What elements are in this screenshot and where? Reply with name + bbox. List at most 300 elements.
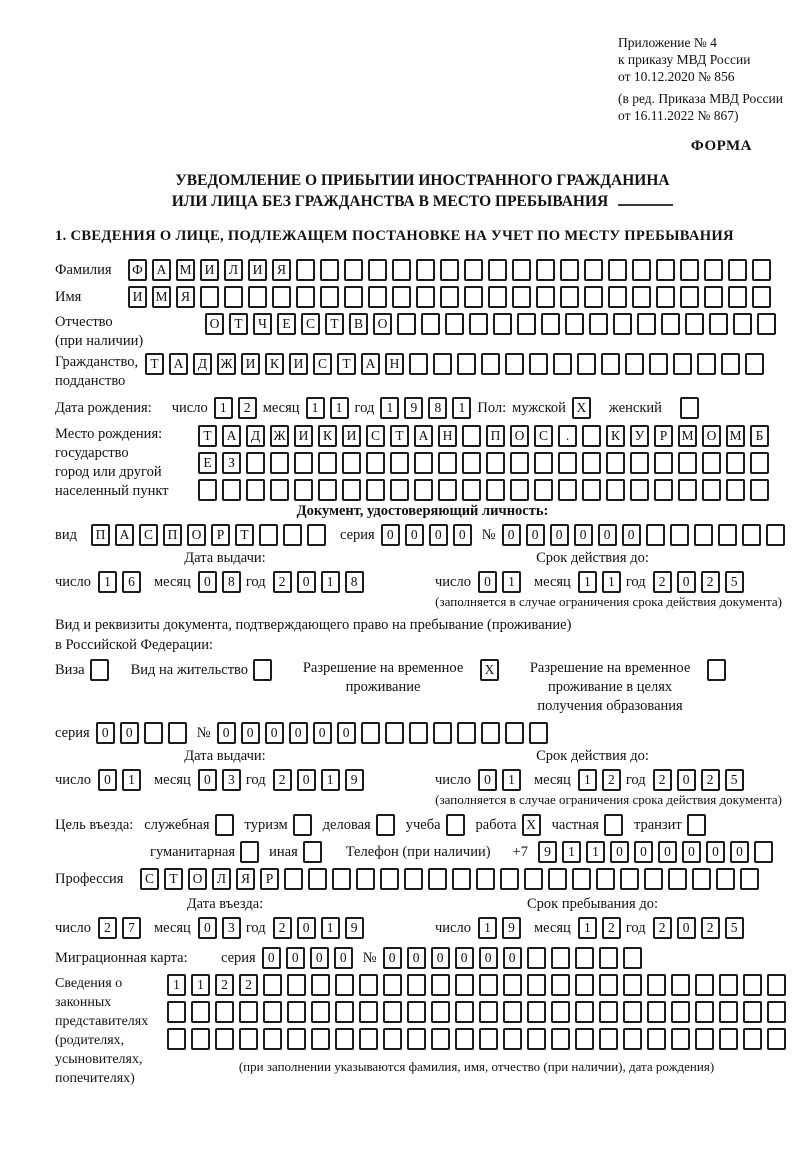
char-cell[interactable] bbox=[407, 974, 426, 996]
char-cell[interactable]: 2 bbox=[701, 571, 720, 593]
char-cell[interactable]: К bbox=[606, 425, 625, 447]
char-cell[interactable] bbox=[259, 524, 278, 546]
char-cell[interactable] bbox=[558, 479, 577, 501]
char-cell[interactable]: 0 bbox=[310, 947, 329, 969]
char-cell[interactable] bbox=[620, 868, 639, 890]
char-cell[interactable]: М bbox=[176, 259, 195, 281]
char-cell[interactable] bbox=[630, 479, 649, 501]
char-cell[interactable] bbox=[606, 452, 625, 474]
char-cell[interactable] bbox=[452, 868, 471, 890]
char-cell[interactable] bbox=[469, 313, 488, 335]
char-cell[interactable] bbox=[144, 722, 163, 744]
char-cell[interactable] bbox=[342, 452, 361, 474]
char-cell[interactable]: 1 bbox=[478, 917, 497, 939]
char-cell[interactable]: 0 bbox=[658, 841, 677, 863]
char-cell[interactable]: 1 bbox=[191, 974, 210, 996]
char-cell[interactable] bbox=[527, 974, 546, 996]
char-cell[interactable] bbox=[414, 479, 433, 501]
char-cell[interactable] bbox=[656, 259, 675, 281]
char-cell[interactable] bbox=[462, 425, 481, 447]
char-cell[interactable] bbox=[623, 1028, 642, 1050]
char-cell[interactable]: В bbox=[349, 313, 368, 335]
char-cell[interactable]: П bbox=[91, 524, 110, 546]
char-cell[interactable] bbox=[421, 313, 440, 335]
char-cell[interactable]: 2 bbox=[602, 769, 621, 791]
char-cell[interactable] bbox=[215, 1001, 234, 1023]
char-cell[interactable]: 0 bbox=[334, 947, 353, 969]
char-cell[interactable]: 0 bbox=[677, 571, 696, 593]
char-cell[interactable] bbox=[287, 1001, 306, 1023]
char-cell[interactable] bbox=[654, 452, 673, 474]
char-cell[interactable]: А bbox=[152, 259, 171, 281]
char-cell[interactable] bbox=[335, 974, 354, 996]
char-cell[interactable]: 0 bbox=[431, 947, 450, 969]
char-cell[interactable] bbox=[647, 974, 666, 996]
char-cell[interactable] bbox=[551, 947, 570, 969]
char-cell[interactable] bbox=[752, 286, 771, 308]
char-cell[interactable]: 0 bbox=[297, 917, 316, 939]
char-cell[interactable] bbox=[404, 868, 423, 890]
char-cell[interactable] bbox=[560, 286, 579, 308]
char-cell[interactable] bbox=[553, 353, 572, 375]
char-cell[interactable]: 5 bbox=[725, 769, 744, 791]
char-cell[interactable]: 0 bbox=[297, 571, 316, 593]
char-cell[interactable] bbox=[307, 524, 326, 546]
char-cell[interactable] bbox=[287, 974, 306, 996]
char-cell[interactable] bbox=[428, 868, 447, 890]
char-cell[interactable]: 5 bbox=[725, 917, 744, 939]
char-cell[interactable] bbox=[500, 868, 519, 890]
char-cell[interactable]: И bbox=[200, 259, 219, 281]
char-cell[interactable] bbox=[743, 1001, 762, 1023]
char-cell[interactable] bbox=[529, 353, 548, 375]
char-cell[interactable] bbox=[697, 353, 716, 375]
char-cell[interactable] bbox=[750, 479, 769, 501]
char-cell[interactable] bbox=[320, 259, 339, 281]
char-cell[interactable] bbox=[263, 1001, 282, 1023]
char-cell[interactable] bbox=[692, 868, 711, 890]
char-cell[interactable] bbox=[740, 868, 759, 890]
char-cell[interactable]: Р bbox=[654, 425, 673, 447]
char-cell[interactable] bbox=[719, 974, 738, 996]
char-cell[interactable]: 0 bbox=[634, 841, 653, 863]
char-cell[interactable]: 2 bbox=[273, 769, 292, 791]
char-cell[interactable]: 9 bbox=[538, 841, 557, 863]
char-cell[interactable] bbox=[344, 259, 363, 281]
char-cell[interactable] bbox=[743, 1028, 762, 1050]
char-cell[interactable] bbox=[407, 1028, 426, 1050]
char-cell[interactable] bbox=[599, 1001, 618, 1023]
char-cell[interactable] bbox=[716, 868, 735, 890]
char-cell[interactable] bbox=[527, 947, 546, 969]
char-cell[interactable] bbox=[695, 1001, 714, 1023]
char-cell[interactable] bbox=[719, 1028, 738, 1050]
char-cell[interactable] bbox=[670, 524, 689, 546]
char-cell[interactable]: С bbox=[313, 353, 332, 375]
char-cell[interactable] bbox=[431, 1028, 450, 1050]
char-cell[interactable] bbox=[440, 286, 459, 308]
char-cell[interactable]: 0 bbox=[337, 722, 356, 744]
char-cell[interactable] bbox=[476, 868, 495, 890]
char-cell[interactable] bbox=[558, 452, 577, 474]
char-cell[interactable]: 2 bbox=[273, 917, 292, 939]
char-cell[interactable]: Т bbox=[337, 353, 356, 375]
char-cell[interactable] bbox=[726, 452, 745, 474]
char-cell[interactable] bbox=[661, 313, 680, 335]
char-cell[interactable] bbox=[356, 868, 375, 890]
char-cell[interactable]: Ф bbox=[128, 259, 147, 281]
char-cell[interactable]: Ч bbox=[253, 313, 272, 335]
char-cell[interactable]: 0 bbox=[262, 947, 281, 969]
char-cell[interactable] bbox=[332, 868, 351, 890]
char-cell[interactable] bbox=[224, 286, 243, 308]
char-cell[interactable] bbox=[272, 286, 291, 308]
char-cell[interactable] bbox=[512, 286, 531, 308]
char-cell[interactable]: 3 bbox=[222, 917, 241, 939]
char-cell[interactable] bbox=[366, 452, 385, 474]
char-cell[interactable]: 1 bbox=[502, 571, 521, 593]
char-cell[interactable] bbox=[671, 974, 690, 996]
char-cell[interactable] bbox=[311, 974, 330, 996]
char-cell[interactable] bbox=[455, 974, 474, 996]
char-cell[interactable] bbox=[742, 524, 761, 546]
char-cell[interactable]: Л bbox=[224, 259, 243, 281]
char-cell[interactable]: 9 bbox=[502, 917, 521, 939]
char-cell[interactable]: М bbox=[152, 286, 171, 308]
char-cell[interactable] bbox=[584, 286, 603, 308]
char-cell[interactable] bbox=[695, 1028, 714, 1050]
char-cell[interactable] bbox=[397, 313, 416, 335]
char-cell[interactable] bbox=[572, 868, 591, 890]
char-cell[interactable] bbox=[486, 452, 505, 474]
char-cell[interactable]: 1 bbox=[167, 974, 186, 996]
char-cell[interactable]: О bbox=[702, 425, 721, 447]
char-cell[interactable]: 1 bbox=[452, 397, 471, 419]
char-cell[interactable]: А bbox=[361, 353, 380, 375]
char-cell[interactable]: О bbox=[188, 868, 207, 890]
char-cell[interactable]: А bbox=[222, 425, 241, 447]
char-cell[interactable] bbox=[168, 722, 187, 744]
char-cell[interactable] bbox=[505, 353, 524, 375]
char-cell[interactable]: 1 bbox=[330, 397, 349, 419]
char-cell[interactable] bbox=[757, 313, 776, 335]
char-cell[interactable]: 9 bbox=[404, 397, 423, 419]
char-cell[interactable]: 0 bbox=[313, 722, 332, 744]
char-cell[interactable] bbox=[767, 1028, 786, 1050]
char-cell[interactable] bbox=[673, 353, 692, 375]
char-cell[interactable]: И bbox=[128, 286, 147, 308]
char-cell[interactable] bbox=[534, 452, 553, 474]
char-cell[interactable] bbox=[191, 1028, 210, 1050]
char-cell[interactable] bbox=[481, 722, 500, 744]
char-cell[interactable] bbox=[678, 452, 697, 474]
char-cell[interactable] bbox=[431, 1001, 450, 1023]
char-cell[interactable]: 0 bbox=[526, 524, 545, 546]
char-cell[interactable] bbox=[462, 452, 481, 474]
char-cell[interactable] bbox=[457, 353, 476, 375]
purpose-other-checkbox[interactable] bbox=[303, 841, 322, 863]
char-cell[interactable] bbox=[745, 353, 764, 375]
char-cell[interactable] bbox=[575, 1001, 594, 1023]
char-cell[interactable] bbox=[671, 1028, 690, 1050]
char-cell[interactable] bbox=[608, 259, 627, 281]
char-cell[interactable]: Е bbox=[277, 313, 296, 335]
char-cell[interactable]: 1 bbox=[502, 769, 521, 791]
char-cell[interactable]: С bbox=[366, 425, 385, 447]
char-cell[interactable] bbox=[728, 286, 747, 308]
char-cell[interactable] bbox=[632, 259, 651, 281]
char-cell[interactable]: О bbox=[373, 313, 392, 335]
char-cell[interactable]: 0 bbox=[503, 947, 522, 969]
temp-residence-education-checkbox[interactable] bbox=[707, 659, 726, 681]
char-cell[interactable] bbox=[167, 1001, 186, 1023]
char-cell[interactable]: А bbox=[414, 425, 433, 447]
char-cell[interactable] bbox=[649, 353, 668, 375]
char-cell[interactable] bbox=[390, 452, 409, 474]
char-cell[interactable]: 0 bbox=[453, 524, 472, 546]
char-cell[interactable] bbox=[438, 452, 457, 474]
char-cell[interactable] bbox=[524, 868, 543, 890]
char-cell[interactable]: И bbox=[248, 259, 267, 281]
char-cell[interactable] bbox=[191, 1001, 210, 1023]
char-cell[interactable] bbox=[589, 313, 608, 335]
purpose-work-checkbox[interactable]: X bbox=[522, 814, 541, 836]
char-cell[interactable]: 8 bbox=[222, 571, 241, 593]
char-cell[interactable] bbox=[488, 259, 507, 281]
char-cell[interactable]: 3 bbox=[222, 769, 241, 791]
char-cell[interactable]: 0 bbox=[502, 524, 521, 546]
char-cell[interactable] bbox=[318, 479, 337, 501]
char-cell[interactable] bbox=[479, 974, 498, 996]
char-cell[interactable] bbox=[654, 479, 673, 501]
char-cell[interactable]: 0 bbox=[198, 571, 217, 593]
char-cell[interactable]: 2 bbox=[701, 917, 720, 939]
char-cell[interactable] bbox=[548, 868, 567, 890]
char-cell[interactable] bbox=[702, 479, 721, 501]
char-cell[interactable] bbox=[433, 353, 452, 375]
char-cell[interactable]: 0 bbox=[198, 769, 217, 791]
char-cell[interactable]: 0 bbox=[241, 722, 260, 744]
char-cell[interactable] bbox=[601, 353, 620, 375]
char-cell[interactable]: С bbox=[534, 425, 553, 447]
char-cell[interactable]: Т bbox=[235, 524, 254, 546]
char-cell[interactable] bbox=[320, 286, 339, 308]
char-cell[interactable] bbox=[575, 947, 594, 969]
char-cell[interactable]: Т bbox=[325, 313, 344, 335]
char-cell[interactable]: 1 bbox=[380, 397, 399, 419]
char-cell[interactable]: 0 bbox=[550, 524, 569, 546]
char-cell[interactable] bbox=[623, 947, 642, 969]
purpose-study-checkbox[interactable] bbox=[446, 814, 465, 836]
char-cell[interactable] bbox=[335, 1028, 354, 1050]
char-cell[interactable] bbox=[433, 722, 452, 744]
char-cell[interactable] bbox=[551, 1001, 570, 1023]
char-cell[interactable]: 5 bbox=[725, 571, 744, 593]
char-cell[interactable] bbox=[296, 286, 315, 308]
char-cell[interactable] bbox=[431, 974, 450, 996]
char-cell[interactable]: Ж bbox=[217, 353, 236, 375]
char-cell[interactable] bbox=[383, 1028, 402, 1050]
char-cell[interactable] bbox=[599, 947, 618, 969]
char-cell[interactable]: 1 bbox=[98, 571, 117, 593]
char-cell[interactable]: 0 bbox=[429, 524, 448, 546]
char-cell[interactable]: Р bbox=[260, 868, 279, 890]
char-cell[interactable] bbox=[668, 868, 687, 890]
char-cell[interactable]: М bbox=[726, 425, 745, 447]
char-cell[interactable]: 0 bbox=[383, 947, 402, 969]
char-cell[interactable] bbox=[283, 524, 302, 546]
char-cell[interactable] bbox=[582, 479, 601, 501]
char-cell[interactable]: Н bbox=[438, 425, 457, 447]
char-cell[interactable]: О bbox=[187, 524, 206, 546]
char-cell[interactable] bbox=[479, 1001, 498, 1023]
char-cell[interactable] bbox=[767, 974, 786, 996]
char-cell[interactable]: К bbox=[318, 425, 337, 447]
char-cell[interactable]: 0 bbox=[217, 722, 236, 744]
purpose-business-checkbox[interactable] bbox=[376, 814, 395, 836]
char-cell[interactable] bbox=[510, 452, 529, 474]
char-cell[interactable] bbox=[438, 479, 457, 501]
char-cell[interactable] bbox=[733, 313, 752, 335]
char-cell[interactable] bbox=[599, 974, 618, 996]
char-cell[interactable] bbox=[750, 452, 769, 474]
male-checkbox[interactable]: X bbox=[572, 397, 591, 419]
char-cell[interactable] bbox=[726, 479, 745, 501]
char-cell[interactable] bbox=[551, 974, 570, 996]
char-cell[interactable] bbox=[728, 259, 747, 281]
char-cell[interactable]: Е bbox=[198, 452, 217, 474]
char-cell[interactable]: З bbox=[222, 452, 241, 474]
char-cell[interactable] bbox=[536, 286, 555, 308]
char-cell[interactable]: 2 bbox=[602, 917, 621, 939]
char-cell[interactable] bbox=[551, 1028, 570, 1050]
char-cell[interactable]: 0 bbox=[610, 841, 629, 863]
char-cell[interactable] bbox=[718, 524, 737, 546]
residence-permit-checkbox[interactable] bbox=[253, 659, 272, 681]
char-cell[interactable] bbox=[318, 452, 337, 474]
char-cell[interactable]: Л bbox=[212, 868, 231, 890]
char-cell[interactable] bbox=[222, 479, 241, 501]
purpose-transit-checkbox[interactable] bbox=[687, 814, 706, 836]
char-cell[interactable] bbox=[361, 722, 380, 744]
char-cell[interactable] bbox=[565, 313, 584, 335]
char-cell[interactable]: О bbox=[205, 313, 224, 335]
char-cell[interactable] bbox=[704, 259, 723, 281]
char-cell[interactable] bbox=[383, 1001, 402, 1023]
char-cell[interactable] bbox=[344, 286, 363, 308]
char-cell[interactable] bbox=[541, 313, 560, 335]
char-cell[interactable] bbox=[380, 868, 399, 890]
char-cell[interactable]: О bbox=[510, 425, 529, 447]
char-cell[interactable]: 1 bbox=[602, 571, 621, 593]
char-cell[interactable] bbox=[457, 722, 476, 744]
purpose-tourism-checkbox[interactable] bbox=[293, 814, 312, 836]
char-cell[interactable] bbox=[575, 974, 594, 996]
char-cell[interactable]: 9 bbox=[345, 917, 364, 939]
purpose-humanitarian-checkbox[interactable] bbox=[240, 841, 259, 863]
char-cell[interactable]: 1 bbox=[321, 917, 340, 939]
char-cell[interactable]: Я bbox=[272, 259, 291, 281]
char-cell[interactable]: 1 bbox=[321, 571, 340, 593]
char-cell[interactable] bbox=[582, 425, 601, 447]
char-cell[interactable]: Я bbox=[176, 286, 195, 308]
char-cell[interactable] bbox=[527, 1001, 546, 1023]
char-cell[interactable]: 2 bbox=[653, 917, 672, 939]
char-cell[interactable] bbox=[287, 1028, 306, 1050]
char-cell[interactable] bbox=[239, 1028, 258, 1050]
char-cell[interactable]: П bbox=[163, 524, 182, 546]
char-cell[interactable] bbox=[407, 1001, 426, 1023]
char-cell[interactable] bbox=[455, 1028, 474, 1050]
char-cell[interactable] bbox=[529, 722, 548, 744]
female-checkbox[interactable] bbox=[680, 397, 699, 419]
char-cell[interactable] bbox=[694, 524, 713, 546]
char-cell[interactable] bbox=[766, 524, 785, 546]
char-cell[interactable] bbox=[383, 974, 402, 996]
char-cell[interactable] bbox=[359, 974, 378, 996]
char-cell[interactable] bbox=[680, 286, 699, 308]
char-cell[interactable] bbox=[656, 286, 675, 308]
char-cell[interactable]: Т bbox=[145, 353, 164, 375]
char-cell[interactable] bbox=[488, 286, 507, 308]
char-cell[interactable]: 0 bbox=[677, 917, 696, 939]
char-cell[interactable] bbox=[342, 479, 361, 501]
char-cell[interactable]: Я bbox=[236, 868, 255, 890]
char-cell[interactable] bbox=[445, 313, 464, 335]
char-cell[interactable]: 2 bbox=[653, 571, 672, 593]
char-cell[interactable] bbox=[752, 259, 771, 281]
char-cell[interactable] bbox=[632, 286, 651, 308]
char-cell[interactable] bbox=[623, 974, 642, 996]
char-cell[interactable]: 0 bbox=[381, 524, 400, 546]
char-cell[interactable]: 0 bbox=[478, 571, 497, 593]
temp-residence-checkbox[interactable]: X bbox=[480, 659, 499, 681]
char-cell[interactable] bbox=[623, 1001, 642, 1023]
char-cell[interactable]: 9 bbox=[345, 769, 364, 791]
char-cell[interactable]: 2 bbox=[701, 769, 720, 791]
char-cell[interactable] bbox=[248, 286, 267, 308]
char-cell[interactable] bbox=[582, 452, 601, 474]
char-cell[interactable]: 0 bbox=[677, 769, 696, 791]
char-cell[interactable] bbox=[359, 1028, 378, 1050]
char-cell[interactable]: 1 bbox=[578, 917, 597, 939]
char-cell[interactable]: 0 bbox=[478, 769, 497, 791]
char-cell[interactable]: Т bbox=[390, 425, 409, 447]
char-cell[interactable]: 0 bbox=[455, 947, 474, 969]
char-cell[interactable]: П bbox=[486, 425, 505, 447]
char-cell[interactable] bbox=[695, 974, 714, 996]
char-cell[interactable] bbox=[200, 286, 219, 308]
char-cell[interactable] bbox=[270, 452, 289, 474]
char-cell[interactable] bbox=[246, 479, 265, 501]
char-cell[interactable]: 1 bbox=[214, 397, 233, 419]
char-cell[interactable] bbox=[198, 479, 217, 501]
char-cell[interactable] bbox=[512, 259, 531, 281]
char-cell[interactable] bbox=[416, 259, 435, 281]
char-cell[interactable] bbox=[743, 974, 762, 996]
char-cell[interactable]: Ж bbox=[270, 425, 289, 447]
char-cell[interactable]: Д bbox=[193, 353, 212, 375]
char-cell[interactable] bbox=[678, 479, 697, 501]
char-cell[interactable] bbox=[167, 1028, 186, 1050]
char-cell[interactable]: Б bbox=[750, 425, 769, 447]
visa-checkbox[interactable] bbox=[90, 659, 109, 681]
char-cell[interactable]: 0 bbox=[286, 947, 305, 969]
char-cell[interactable] bbox=[575, 1028, 594, 1050]
char-cell[interactable]: И bbox=[294, 425, 313, 447]
char-cell[interactable]: Д bbox=[246, 425, 265, 447]
char-cell[interactable]: 0 bbox=[706, 841, 725, 863]
